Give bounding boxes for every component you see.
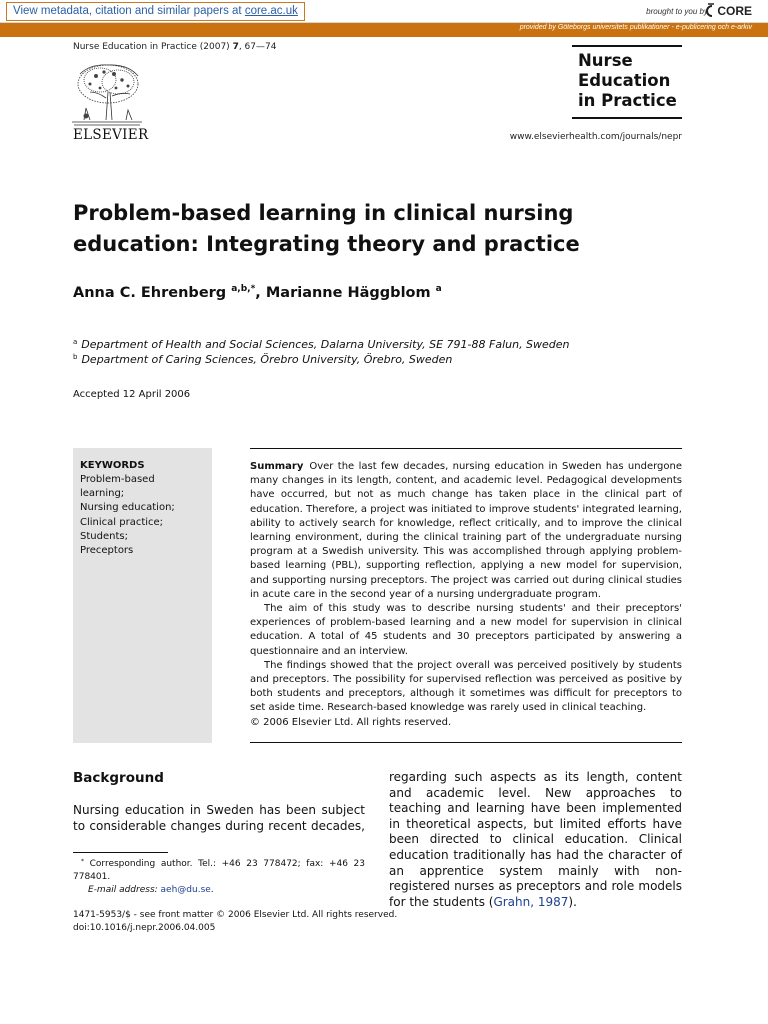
affiliation-b-text: Department of Caring Sciences, Örebro University, Örebro, Sweden xyxy=(81,353,453,366)
citation-link[interactable]: Grahn, 1987 xyxy=(493,894,569,909)
summary-p3-text: The findings showed that the project overall was perceived positively by students and preceptors. The possibility for supervised reflection was perceived as positive by both students and preceptors, although it sometimes was difficult for preceptors to set aside time. Research-based knowledge was rarely used in clinical teaching. xyxy=(250,659,682,714)
title-line-1: Problem-based learning in clinical nursing xyxy=(73,201,574,225)
citation-pages: , 67—74 xyxy=(238,42,277,52)
email-link[interactable]: aeh@du.se xyxy=(160,885,211,895)
affiliation-a-text: Department of Health and Social Sciences, Dalarna University, SE 791-88 Falun, Sweden xyxy=(81,338,570,351)
background-heading: Background xyxy=(73,770,164,786)
core-link-text: View metadata, citation and similar papers at xyxy=(13,5,245,17)
affiliation-a xyxy=(73,338,570,351)
journal-url[interactable]: www.elsevierhealth.com/journals/nepr xyxy=(509,132,682,142)
core-provided-bar xyxy=(0,23,768,37)
keyword-item: Preceptors xyxy=(80,545,134,557)
keyword-item: Students; xyxy=(80,530,128,542)
core-logo[interactable] xyxy=(703,2,752,20)
journal-name-line-1: Nurse xyxy=(578,51,633,70)
summary-top-rule xyxy=(250,448,682,449)
journal-name-line-2: Education xyxy=(578,71,671,90)
author-2: Marianne Häggblom xyxy=(265,285,436,301)
core-metadata-link[interactable] xyxy=(6,2,305,21)
article-title xyxy=(73,198,693,260)
summary-paragraph-2: The aim of this study was to describe nursing students' and their preceptors' experiences of problem-based learning and a new model for supervision in clinical education. A total of 45 students and 30 preceptors participated by answering a questionnaire and an interview. xyxy=(250,603,682,657)
core-provided-text xyxy=(520,24,752,31)
elsevier-wordmark: ELSEVIER xyxy=(73,127,149,143)
accepted-date: Accepted 12 April 2006 xyxy=(73,389,191,400)
author-2-marks: a xyxy=(435,284,442,294)
front-matter-issn: 1471-5953/$ - see front matter © 2006 Elsevier Ltd. All rights reserved. xyxy=(73,910,398,920)
summary-p1-text: Over the last few decades, nursing education in Sweden has undergone many changes in its length, content, and academic level. Pedagogical developments have occurred, but not as much change has taken place in the clinical part of education. Therefore, a project was initiated to improve students' integrated learning, ability to actively search for knowledge, reflect critically, and to improve the clinical learning environment, during the clinical training part of the undergraduate nursing program at a Swedish university. This was accomplished through applying problem-based learning (PBL), supporting reflection, applying a new model for supervision, and supporting nursing preceptors. The project was carried out during clinical studies in acute care in the second year of a nursing undergraduate program. xyxy=(250,461,682,600)
journal-citation xyxy=(73,42,276,52)
summary-paragraph-1 xyxy=(250,460,682,602)
title-line-2: education: Integrating theory and practice xyxy=(73,232,580,256)
summary-abstract xyxy=(250,460,682,730)
author-separator: , xyxy=(255,285,266,301)
summary-label: Summary xyxy=(250,461,304,472)
core-header xyxy=(0,0,768,23)
footnote-text: Corresponding author. Tel.: +46 23 778472; fax: +46 23 778401. xyxy=(73,859,365,882)
summary-bottom-rule xyxy=(250,742,682,743)
affiliation-a-mark: a xyxy=(73,338,78,346)
right-column-end: ). xyxy=(568,894,577,909)
summary-copyright: © 2006 Elsevier Ltd. All rights reserved. xyxy=(250,716,452,728)
footnote-rule xyxy=(73,852,168,853)
keywords-box xyxy=(73,448,212,743)
keywords-heading: KEYWORDS xyxy=(80,460,145,471)
core-site-link[interactable]: core.ac.uk xyxy=(244,5,298,17)
journal-name-box xyxy=(572,45,682,119)
keyword-item: Problem-based xyxy=(80,474,155,485)
citation-journal: Nurse Education in Practice (2007) xyxy=(73,42,233,52)
keyword-item: Nursing education; xyxy=(80,502,175,514)
front-matter xyxy=(73,909,397,935)
email-label: E-mail address: xyxy=(88,885,161,895)
provided-source[interactable]: Göteborgs universitets publikationer - e-publicering och e-arkiv xyxy=(555,24,752,31)
core-logo-text: CORE xyxy=(717,4,752,18)
core-logo-icon xyxy=(703,3,715,19)
footnote-mark: * xyxy=(81,858,84,865)
journal-name-line-3: in Practice xyxy=(578,91,677,110)
background-right-column xyxy=(389,770,682,910)
author-list xyxy=(73,284,442,301)
affiliation-b xyxy=(73,353,452,366)
keyword-item: Clinical practice; xyxy=(80,516,164,528)
provided-by-label: provided by xyxy=(519,24,556,31)
core-brought-text: brought to you by xyxy=(646,7,708,16)
corresponding-author-footnote xyxy=(73,855,365,897)
summary-paragraph-3 xyxy=(250,659,682,730)
keyword-item: learning; xyxy=(80,488,125,500)
right-column-text: regarding such aspects as its length, content and academic level. New approaches to teaching and learning have been implemented in theoretical aspects, but limited efforts have been directed to clinical education. Clinical education traditionally has had the character of an apprentice system mainly with non-registered nurses as preceptors and role models for the students ( xyxy=(389,770,682,909)
author-1: Anna C. Ehrenberg xyxy=(73,285,232,301)
front-matter-doi: doi:10.1016/j.nepr.2006.04.005 xyxy=(73,923,216,933)
footnote-email-line xyxy=(73,884,365,897)
elsevier-tree-logo-icon xyxy=(70,62,145,128)
email-end: . xyxy=(210,885,214,895)
affiliation-b-mark: b xyxy=(73,353,78,361)
citation-volume: 7 xyxy=(232,42,239,52)
background-left-column: Nursing education in Sweden has been subject to considerable changes during recent decades, xyxy=(73,803,365,833)
author-1-marks: a,b,* xyxy=(231,284,256,294)
